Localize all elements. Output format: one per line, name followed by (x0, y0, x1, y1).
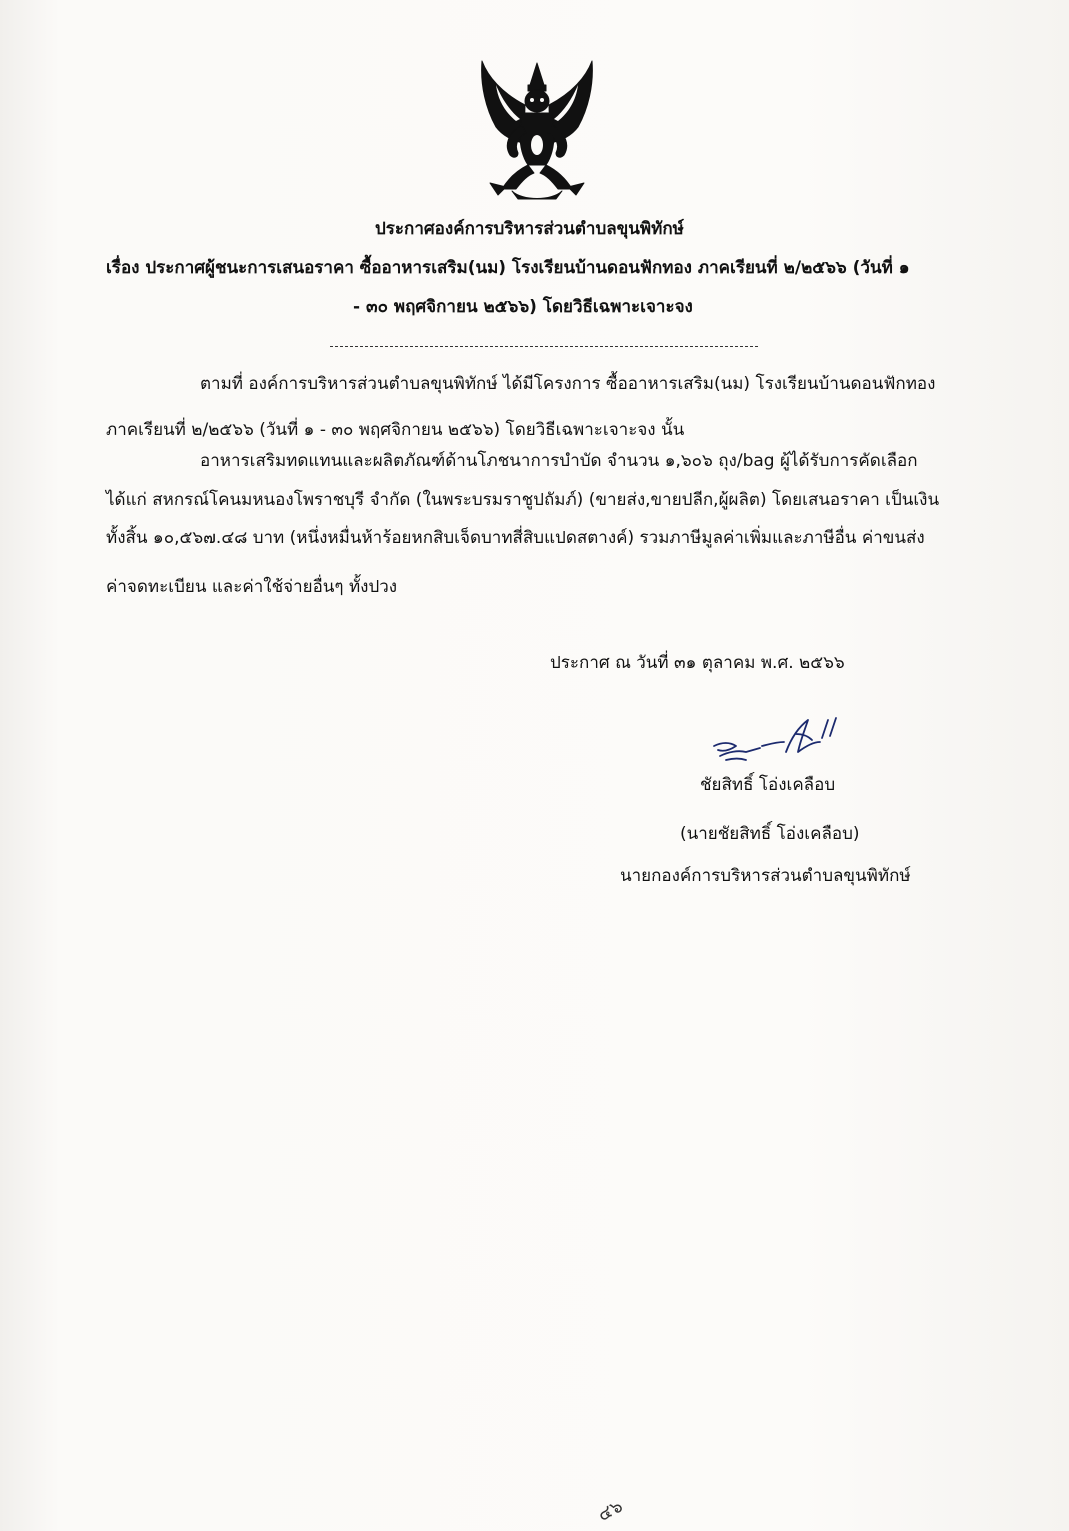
page-number-text: ๔๖ (594, 1495, 627, 1526)
page-number-mark (592, 1495, 634, 1529)
paragraph2-line3: ทั้งสิ้น ๑๐,๕๖๗.๔๘ บาท (หนึ่งหมื่นห้าร้อยหกสิบเจ็ดบาทสี่สิบแปดสตางค์) รวมภาษีมูลค่าเพิ่มและภาษีอื่น ค่าขนส่ง (106, 528, 925, 548)
announcement-org-title: ประกาศองค์การบริหารส่วนตำบลขุนพิทักษ์ (375, 219, 684, 239)
handwritten-signature (700, 712, 850, 768)
paragraph2-line1: อาหารเสริมทดแทนและผลิตภัณฑ์ด้านโภชนาการบำบัด จำนวน ๑,๖๐๖ ถุง/bag ผู้ได้รับการคัดเลือก (200, 451, 918, 471)
paragraph1-line1: ตามที่ องค์การบริหารส่วนตำบลขุนพิทักษ์ ได้มีโครงการ ซื้ออาหารเสริม(นม) โรงเรียนบ้านดอนฟักทอง (200, 374, 936, 394)
announcement-subject-line1: เรื่อง ประกาศผู้ชนะการเสนอราคา ซื้ออาหารเสริม(นม) โรงเรียนบ้านดอนฟักทอง ภาคเรียนที่ ๒/๒๕๖๖ (วันที่ ๑ (106, 258, 910, 278)
separator-dashed-line (330, 346, 758, 347)
announcement-date: ประกาศ ณ วันที่ ๓๑ ตุลาคม พ.ศ. ๒๕๖๖ (550, 653, 845, 673)
signer-name: ชัยสิทธิ์ โอ่งเคลือบ (700, 775, 836, 795)
garuda-emblem-icon (472, 55, 602, 205)
paragraph1-line2: ภาคเรียนที่ ๒/๒๕๖๖ (วันที่ ๑ - ๓๐ พฤศจิกายน ๒๕๖๖) โดยวิธีเฉพาะเจาะจง นั้น (106, 420, 685, 440)
signer-name-parenthesized: (นายชัยสิทธิ์ โอ่งเคลือบ) (680, 824, 860, 844)
paragraph2-line2: ได้แก่ สหกรณ์โคนมหนองโพราชบุรี จำกัด (ในพระบรมราชูปถัมภ์) (ขายส่ง,ขายปลีก,ผู้ผลิต) โดยเสนอราคา เป็นเงิน (106, 490, 940, 510)
paragraph2-line4: ค่าจดทะเบียน และค่าใช้จ่ายอื่นๆ ทั้งปวง (106, 577, 398, 597)
announcement-subject-line2: - ๓๐ พฤศจิกายน ๒๕๖๖) โดยวิธีเฉพาะเจาะจง (353, 297, 693, 317)
signer-position: นายกองค์การบริหารส่วนตำบลขุนพิทักษ์ (620, 866, 911, 886)
